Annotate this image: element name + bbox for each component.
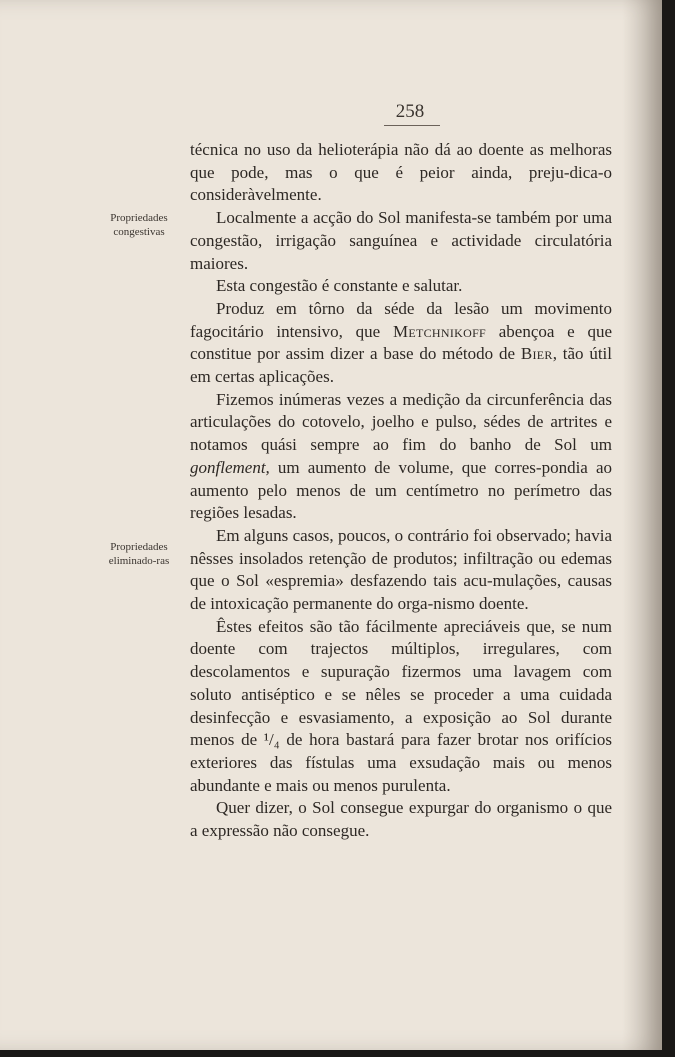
paragraph-local-action <box>190 207 612 275</box>
paragraph-effects <box>190 616 612 798</box>
margin-note-eliminating-properties: Propriedades eliminado-ras <box>108 541 170 567</box>
author-name-bier: Bier <box>520 344 553 364</box>
text-segment: Localmente a acção do Sol manifesta-se também por uma congestão, irrigação sanguínea e actividade circulatória maiores. <box>190 208 612 273</box>
text-segment: Em alguns casos, poucos, o contrário foi observado; havia nêsses insolados retenção de produtos; infiltração ou edemas que o Sol «espremia» desfazendo tais acu-mulações, causas de intoxicação permanente do orga-nismo doente. <box>190 525 612 614</box>
text-segment: um aumento de volume, que corres-pondia ao aumento pelo menos de um centímetro no perímetro das regiões lesadas. <box>190 457 612 523</box>
page-number: 258 <box>395 101 425 122</box>
paragraph-contrary-cases <box>190 525 612 616</box>
text-segment: Fizemos inúmeras vezes a medição da circunferência das articulações do cotovelo, joelho e pulso, sédes de artrites e notamos quási sempre ao fim do banho de Sol um <box>190 389 612 455</box>
margin-note-congestive-properties: Propriedades congestivas <box>110 212 168 238</box>
text-segment: Êstes efeitos são tão fácilmente apreciáveis que, se num doente com trajectos múltiplos, irregulares, com descolamentos e supuração fizermos uma lavagem com soluto antiséptico e se nêles se proceder a uma cuidada desinfecção e esvasiamento, a exposição ao Sol durante menos de <box>190 616 612 750</box>
paragraph-constant-congestion <box>190 275 612 298</box>
paragraph-continuation <box>190 139 612 207</box>
text-segment: , tão útil em certas aplicações. <box>190 344 612 387</box>
text-segment: abençoa e que constitue por assim dizer a base do método de <box>190 321 612 364</box>
italic-term-gonflement: gonflement, <box>190 457 270 477</box>
page-number-rule <box>384 125 440 126</box>
author-name-metchnikoff: Metchnikoff <box>392 321 487 341</box>
page-spine-shadow <box>622 0 662 1050</box>
text-segment: Quer dizer, o Sol consegue expurgar do organismo o que a expressão não consegue. <box>190 798 612 841</box>
paragraph-conclusion <box>190 797 612 842</box>
text-segment: Produz em tôrno da séde da lesão um movimento fagocitário intensivo, que <box>190 298 612 341</box>
text-segment: Esta congestão é constante e salutar. <box>216 276 463 296</box>
fraction-quarter: ¹/₄ <box>263 730 280 750</box>
text-segment: técnica no uso da helioterápia não dá ao doente as melhoras que pode, mas o que é peior ainda, preju-dica-o consideràvelmente. <box>190 140 612 205</box>
body-text <box>190 139 612 843</box>
paragraph-measurements <box>190 389 612 525</box>
paragraph-phagocytic-movement <box>190 298 612 389</box>
text-segment: de hora bastará para fazer brotar nos orifícios exteriores das fístulas uma exsudação mais ou menos abundante e mais ou menos purulenta. <box>190 730 612 795</box>
